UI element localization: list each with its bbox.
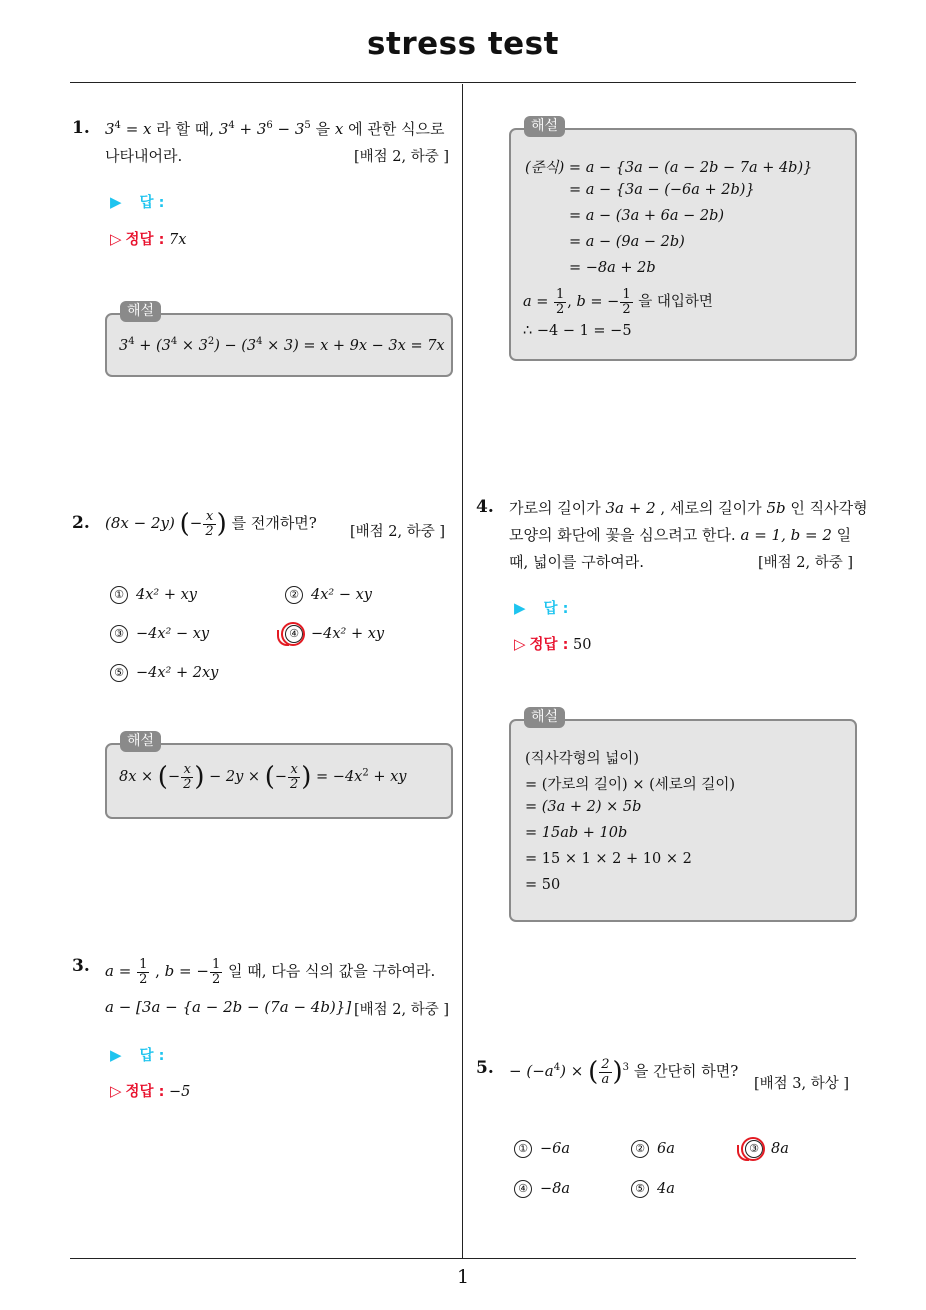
question-5-option-2[interactable]: ② 6a <box>631 1140 675 1158</box>
explanation-box-3 <box>509 118 857 361</box>
explanation-4-line-4: = 15ab + 10b <box>525 825 628 841</box>
question-3-expression: a − [3a − {a − 2b − (7a − 4b)}] <box>105 998 352 1016</box>
answer-label: 답 : <box>543 601 569 617</box>
play-icon: ▶ <box>110 193 122 211</box>
explanation-4-line-6: = 50 <box>525 877 561 893</box>
explanation-label: 해설 <box>524 707 565 728</box>
explanation-3-substitution: a = $\frac{1}{2}$ , b = − $\frac{1}{2}$ 을 대입하면 <box>523 287 713 317</box>
question-4-correct-value: 50 <box>573 637 592 653</box>
answer-label: 답 : <box>139 1048 165 1064</box>
play-icon: ▶ <box>514 599 526 617</box>
question-3-number: 3. <box>72 956 90 976</box>
question-3-correct-value: −5 <box>169 1084 191 1100</box>
question-4-line-3: 때, 넓이를 구하여라. <box>509 553 644 571</box>
question-1-answer-field[interactable] <box>110 191 164 212</box>
explanation-label: 해설 <box>524 116 565 137</box>
correct-label: 정답 : <box>125 232 165 248</box>
selected-answer-mark <box>281 622 305 646</box>
open-triangle-icon: ▷ <box>514 635 526 653</box>
question-5-option-1[interactable]: ① −6a <box>514 1140 570 1158</box>
question-2-number: 2. <box>72 513 90 533</box>
explanation-4-line-2: = (가로의 길이) × (세로의 길이) <box>525 777 736 793</box>
question-4-correct <box>514 633 591 654</box>
page-title: stress test <box>367 26 559 62</box>
question-4-line-2: 모양의 화단에 꽃을 심으려고 한다. a = 1, b = 2 일 <box>509 526 852 544</box>
explanation-3-line-3: = a − (3a + 6a − 2b) <box>569 208 725 224</box>
explanation-1-line: $3^4 + (3^4 \times 3^2) - (3^4 \times 3) = x + 9x - 3x = 7x$ <box>119 336 445 354</box>
question-2-option-3[interactable]: ③ −4x² − xy <box>110 625 209 643</box>
header-rule <box>70 82 856 83</box>
explanation-label: 해설 <box>120 301 161 322</box>
correct-label: 정답 : <box>529 637 569 653</box>
question-1-correct-value: 7x <box>169 232 187 248</box>
footer-rule <box>70 1258 856 1259</box>
question-5-option-5[interactable]: ⑤ 4a <box>631 1180 675 1198</box>
explanation-label: 해설 <box>120 731 161 752</box>
page-number: 1 <box>456 1266 470 1288</box>
question-2-points: [배점 2, 하중 ] <box>350 524 446 540</box>
question-1-points: [배점 2, 하중 ] <box>354 149 450 165</box>
explanation-3-line-2: = a − {3a − (−6a + 2b)} <box>569 182 755 198</box>
question-2-line-1: (8x − 2y) (− $\frac{x}{2}$ ) 를 전개하면? <box>105 509 317 540</box>
question-3-answer-field[interactable] <box>110 1044 164 1065</box>
question-1-number: 1. <box>72 118 90 138</box>
explanation-4-line-5: = 15 × 1 × 2 + 10 × 2 <box>525 851 692 867</box>
question-3-points: [배점 2, 하중 ] <box>354 1002 450 1018</box>
question-4-number: 4. <box>476 497 494 517</box>
question-3-correct <box>110 1080 190 1101</box>
question-2-option-2[interactable]: ② 4x² − xy <box>285 586 372 604</box>
question-3-line-1: a = $\frac{1}{2}$ , b = − $\frac{1}{2}$ 일 때, 다음 식의 값을 구하여라. <box>105 957 436 987</box>
question-5-number: 5. <box>476 1058 494 1078</box>
explanation-2-line: 8x × (− $\frac{x}{2}$ ) − 2y × (− $\frac{x}{2}$ ) = $-4x^2$ + xy <box>119 762 407 793</box>
question-5-option-4[interactable]: ④ −8a <box>514 1180 570 1198</box>
question-2-option-5[interactable]: ⑤ −4x² + 2xy <box>110 664 218 682</box>
question-5-option-3[interactable]: ③ 8a <box>745 1140 789 1158</box>
column-divider <box>462 84 463 1258</box>
question-4-points: [배점 2, 하중 ] <box>758 555 854 571</box>
explanation-3-line-1: (준식) = a − {3a − (a − 2b − 7a + 4b)} <box>525 160 813 176</box>
open-triangle-icon: ▷ <box>110 230 122 248</box>
explanation-3-result: ∴ −4 − 1 = −5 <box>523 323 632 339</box>
explanation-box-1 <box>105 303 453 377</box>
correct-label: 정답 : <box>125 1084 165 1100</box>
play-icon: ▶ <box>110 1046 122 1064</box>
explanation-3-line-5: = −8a + 2b <box>569 260 656 276</box>
question-5-line-1: − $(-a^4)$ × ( $\frac{2}{a}$ )$^3$ 을 간단히 하면? <box>509 1057 739 1088</box>
selected-answer-mark <box>741 1137 765 1161</box>
explanation-box-4 <box>509 709 857 922</box>
question-2-option-4[interactable]: ④ −4x² + xy <box>285 625 384 643</box>
explanation-4-line-1: (직사각형의 넓이) <box>525 751 639 767</box>
question-2-option-1[interactable]: ① 4x² + xy <box>110 586 197 604</box>
answer-label: 답 : <box>139 195 165 211</box>
question-4-line-1: 가로의 길이가 3a + 2 , 세로의 길이가 5b 인 직사각형 <box>509 499 868 517</box>
question-1-line-1: $3^4 = x$ 라 할 때, $3^4 + 3^6 - 3^5$ 을 x 에 관한 식으로 <box>105 120 445 138</box>
explanation-3-line-4: = a − (9a − 2b) <box>569 234 685 250</box>
explanation-4-line-3: = (3a + 2) × 5b <box>525 799 642 815</box>
question-1-line-2: 나타내어라. <box>105 147 183 165</box>
question-5-points: [배점 3, 하상 ] <box>754 1076 850 1092</box>
explanation-box-2 <box>105 733 453 819</box>
question-4-answer-field[interactable] <box>514 597 568 618</box>
question-1-correct <box>110 228 186 249</box>
open-triangle-icon: ▷ <box>110 1082 122 1100</box>
